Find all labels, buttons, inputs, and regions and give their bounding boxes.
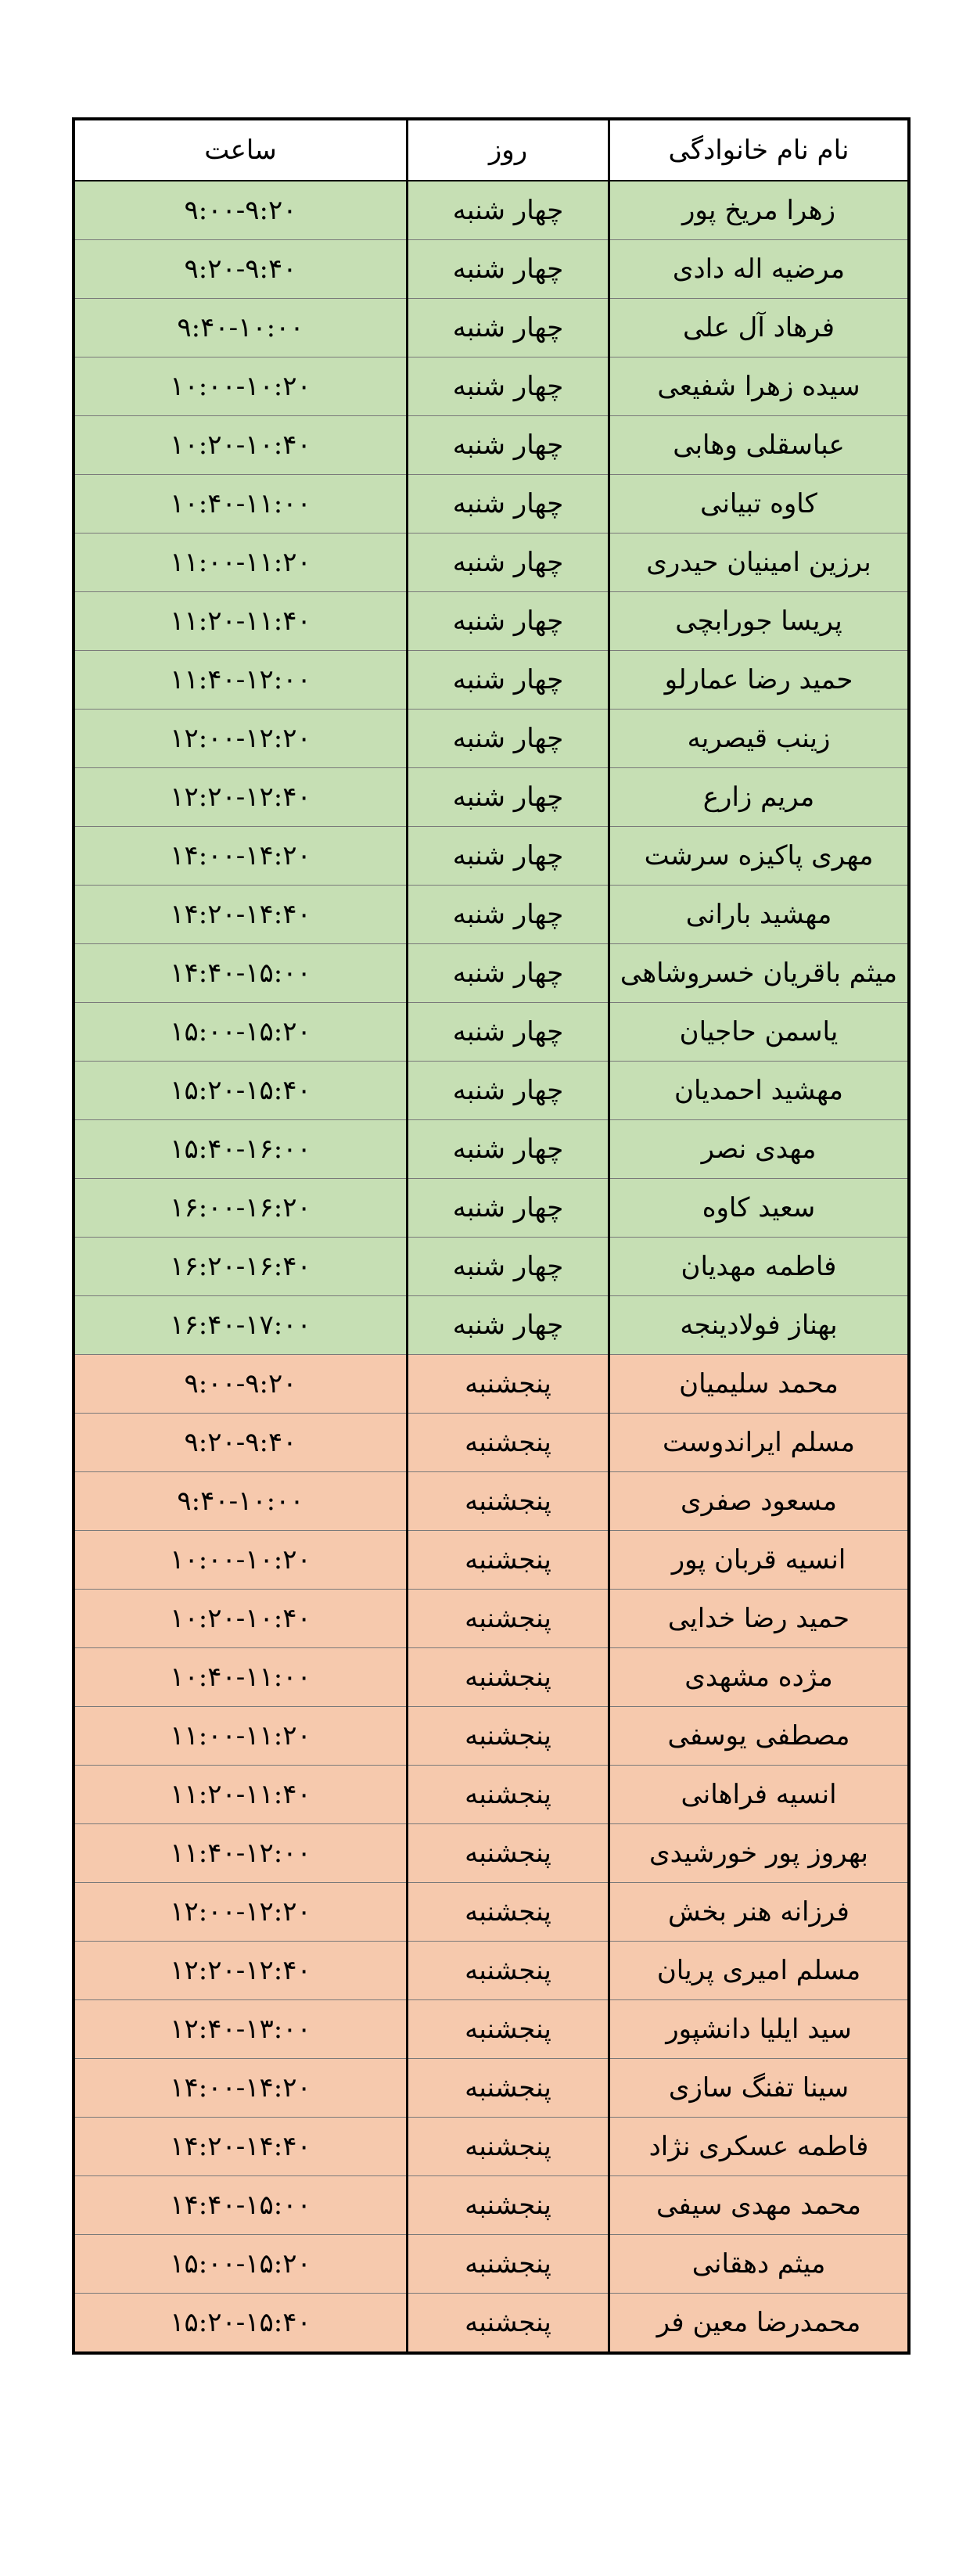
day-cell: چهار شنبه — [408, 475, 609, 534]
time-cell: ۱۵:۲۰-۱۵:۴۰ — [74, 1062, 408, 1120]
table-row — [74, 2176, 909, 2235]
time-cell: ۱۶:۲۰-۱۶:۴۰ — [74, 1238, 408, 1296]
day-cell: چهار شنبه — [408, 886, 609, 944]
time-cell: ۹:۴۰-۱۰:۰۰ — [74, 1472, 408, 1531]
name-cell: یاسمن حاجیان — [609, 1003, 910, 1062]
day-cell: پنجشنبه — [408, 1472, 609, 1531]
table-row — [74, 592, 909, 651]
day-cell: پنجشنبه — [408, 1707, 609, 1766]
table-row — [74, 1238, 909, 1296]
table-row — [74, 1414, 909, 1472]
name-cell: فاطمه عسکری نژاد — [609, 2118, 910, 2176]
day-cell: چهار شنبه — [408, 944, 609, 1003]
time-cell: ۱۰:۰۰-۱۰:۲۰ — [74, 1531, 408, 1590]
time-cell: ۱۲:۰۰-۱۲:۲۰ — [74, 710, 408, 768]
name-cell: مسلم ایراندوست — [609, 1414, 910, 1472]
day-cell: پنجشنبه — [408, 1766, 609, 1824]
table-row — [74, 1883, 909, 1942]
name-cell: محمد سلیمیان — [609, 1355, 910, 1414]
time-cell: ۱۱:۲۰-۱۱:۴۰ — [74, 592, 408, 651]
day-cell: چهار شنبه — [408, 768, 609, 827]
day-cell: پنجشنبه — [408, 1824, 609, 1883]
day-cell: چهار شنبه — [408, 240, 609, 299]
time-cell: ۱۴:۰۰-۱۴:۲۰ — [74, 827, 408, 886]
name-cell: بهناز فولادینجه — [609, 1296, 910, 1355]
name-cell: انسیه فراهانی — [609, 1766, 910, 1824]
name-cell: مرضیه اله دادی — [609, 240, 910, 299]
table-row — [74, 1942, 909, 2000]
time-cell: ۹:۰۰-۹:۲۰ — [74, 1355, 408, 1414]
day-cell: چهار شنبه — [408, 827, 609, 886]
time-cell: ۱۶:۰۰-۱۶:۲۰ — [74, 1179, 408, 1238]
time-cell: ۱۱:۰۰-۱۱:۲۰ — [74, 534, 408, 592]
table-row — [74, 651, 909, 710]
time-cell: ۱۰:۰۰-۱۰:۲۰ — [74, 357, 408, 416]
name-cell: فرزانه هنر بخش — [609, 1883, 910, 1942]
table-row — [74, 1648, 909, 1707]
table-row — [74, 1355, 909, 1414]
name-cell: مهدی نصر — [609, 1120, 910, 1179]
name-cell: فاطمه مهدیان — [609, 1238, 910, 1296]
day-cell: چهار شنبه — [408, 651, 609, 710]
name-cell: سینا تفنگ سازی — [609, 2059, 910, 2118]
name-cell: زهرا مریخ پور — [609, 181, 910, 240]
day-cell: چهار شنبه — [408, 357, 609, 416]
time-cell: ۱۴:۰۰-۱۴:۲۰ — [74, 2059, 408, 2118]
day-cell: چهار شنبه — [408, 534, 609, 592]
name-cell: محمد مهدی سیفی — [609, 2176, 910, 2235]
table-row — [74, 1179, 909, 1238]
time-cell: ۱۲:۲۰-۱۲:۴۰ — [74, 1942, 408, 2000]
day-cell: پنجشنبه — [408, 2294, 609, 2354]
name-cell: مهشید بارانی — [609, 886, 910, 944]
time-cell: ۱۴:۴۰-۱۵:۰۰ — [74, 944, 408, 1003]
name-cell: سیده زهرا شفیعی — [609, 357, 910, 416]
day-cell: پنجشنبه — [408, 1355, 609, 1414]
table-row — [74, 1531, 909, 1590]
day-cell: چهار شنبه — [408, 1062, 609, 1120]
time-cell: ۱۱:۲۰-۱۱:۴۰ — [74, 1766, 408, 1824]
day-cell: پنجشنبه — [408, 2000, 609, 2059]
table-row — [74, 710, 909, 768]
time-cell: ۱۵:۰۰-۱۵:۲۰ — [74, 2235, 408, 2294]
time-cell: ۱۵:۴۰-۱۶:۰۰ — [74, 1120, 408, 1179]
day-cell: پنجشنبه — [408, 1590, 609, 1648]
day-cell: پنجشنبه — [408, 1883, 609, 1942]
time-cell: ۹:۲۰-۹:۴۰ — [74, 1414, 408, 1472]
table-row — [74, 2235, 909, 2294]
time-cell: ۱۰:۲۰-۱۰:۴۰ — [74, 1590, 408, 1648]
time-cell: ۹:۰۰-۹:۲۰ — [74, 181, 408, 240]
day-cell: پنجشنبه — [408, 2059, 609, 2118]
name-cell: مژده مشهدی — [609, 1648, 910, 1707]
time-cell: ۱۵:۰۰-۱۵:۲۰ — [74, 1003, 408, 1062]
name-cell: مسلم امیری پریان — [609, 1942, 910, 2000]
table-row — [74, 534, 909, 592]
name-cell: مهشید احمدیان — [609, 1062, 910, 1120]
header-row — [74, 119, 909, 181]
time-cell: ۹:۴۰-۱۰:۰۰ — [74, 299, 408, 357]
day-cell: پنجشنبه — [408, 2235, 609, 2294]
name-cell: مصطفی یوسفی — [609, 1707, 910, 1766]
day-cell: چهار شنبه — [408, 710, 609, 768]
time-cell: ۱۴:۲۰-۱۴:۴۰ — [74, 2118, 408, 2176]
schedule-body — [74, 181, 909, 2353]
day-cell: چهار شنبه — [408, 1238, 609, 1296]
name-cell: زینب قیصریه — [609, 710, 910, 768]
name-cell: فرهاد آل علی — [609, 299, 910, 357]
table-row — [74, 1003, 909, 1062]
day-cell: پنجشنبه — [408, 2176, 609, 2235]
day-cell: چهار شنبه — [408, 416, 609, 475]
time-cell: ۱۰:۴۰-۱۱:۰۰ — [74, 475, 408, 534]
table-row — [74, 299, 909, 357]
name-cell: حمید رضا خدایی — [609, 1590, 910, 1648]
table-row — [74, 2118, 909, 2176]
time-cell: ۱۲:۰۰-۱۲:۲۰ — [74, 1883, 408, 1942]
time-cell: ۱۵:۲۰-۱۵:۴۰ — [74, 2294, 408, 2354]
time-cell: ۱۲:۴۰-۱۳:۰۰ — [74, 2000, 408, 2059]
table-row — [74, 1766, 909, 1824]
table-row — [74, 357, 909, 416]
day-cell: پنجشنبه — [408, 1414, 609, 1472]
header-time: ساعت — [74, 119, 408, 181]
time-cell: ۱۴:۲۰-۱۴:۴۰ — [74, 886, 408, 944]
day-cell: پنجشنبه — [408, 2118, 609, 2176]
day-cell: چهار شنبه — [408, 1179, 609, 1238]
day-cell: پنجشنبه — [408, 1942, 609, 2000]
time-cell: ۱۱:۴۰-۱۲:۰۰ — [74, 1824, 408, 1883]
schedule-table — [72, 117, 911, 2355]
table-row — [74, 944, 909, 1003]
header-day: روز — [408, 119, 609, 181]
name-cell: بهروز پور خورشیدی — [609, 1824, 910, 1883]
time-cell: ۹:۲۰-۹:۴۰ — [74, 240, 408, 299]
table-row — [74, 886, 909, 944]
table-row — [74, 1472, 909, 1531]
table-row — [74, 827, 909, 886]
day-cell: پنجشنبه — [408, 1648, 609, 1707]
table-row — [74, 1120, 909, 1179]
name-cell: سعید کاوه — [609, 1179, 910, 1238]
table-row — [74, 1590, 909, 1648]
name-cell: انسیه قربان پور — [609, 1531, 910, 1590]
table-row — [74, 1824, 909, 1883]
table-row — [74, 181, 909, 240]
day-cell: چهار شنبه — [408, 181, 609, 240]
name-cell: محمدرضا معین فر — [609, 2294, 910, 2354]
name-cell: مریم زارع — [609, 768, 910, 827]
day-cell: چهار شنبه — [408, 1003, 609, 1062]
table-row — [74, 2059, 909, 2118]
day-cell: چهار شنبه — [408, 592, 609, 651]
table-row — [74, 475, 909, 534]
time-cell: ۱۰:۴۰-۱۱:۰۰ — [74, 1648, 408, 1707]
time-cell: ۱۶:۴۰-۱۷:۰۰ — [74, 1296, 408, 1355]
name-cell: مهری پاکیزه سرشت — [609, 827, 910, 886]
table-row — [74, 1062, 909, 1120]
table-row — [74, 416, 909, 475]
table-row — [74, 1296, 909, 1355]
name-cell: عباسقلی وهابی — [609, 416, 910, 475]
table-row — [74, 1707, 909, 1766]
name-cell: برزین امینیان حیدری — [609, 534, 910, 592]
day-cell: پنجشنبه — [408, 1531, 609, 1590]
time-cell: ۱۰:۲۰-۱۰:۴۰ — [74, 416, 408, 475]
time-cell: ۱۴:۴۰-۱۵:۰۰ — [74, 2176, 408, 2235]
time-cell: ۱۱:۴۰-۱۲:۰۰ — [74, 651, 408, 710]
name-cell: پریسا جورابچی — [609, 592, 910, 651]
name-cell: کاوه تبیانی — [609, 475, 910, 534]
time-cell: ۱۱:۰۰-۱۱:۲۰ — [74, 1707, 408, 1766]
day-cell: چهار شنبه — [408, 1296, 609, 1355]
name-cell: حمید رضا عمارلو — [609, 651, 910, 710]
day-cell: چهار شنبه — [408, 299, 609, 357]
time-cell: ۱۲:۲۰-۱۲:۴۰ — [74, 768, 408, 827]
header-name: نام نام خانوادگی — [609, 119, 910, 181]
name-cell: مسعود صفری — [609, 1472, 910, 1531]
table-row — [74, 768, 909, 827]
table-row — [74, 240, 909, 299]
table-row — [74, 2294, 909, 2354]
table-row — [74, 2000, 909, 2059]
name-cell: سید ایلیا دانشپور — [609, 2000, 910, 2059]
name-cell: میثم باقریان خسروشاهی — [609, 944, 910, 1003]
day-cell: چهار شنبه — [408, 1120, 609, 1179]
name-cell: میثم دهقانی — [609, 2235, 910, 2294]
